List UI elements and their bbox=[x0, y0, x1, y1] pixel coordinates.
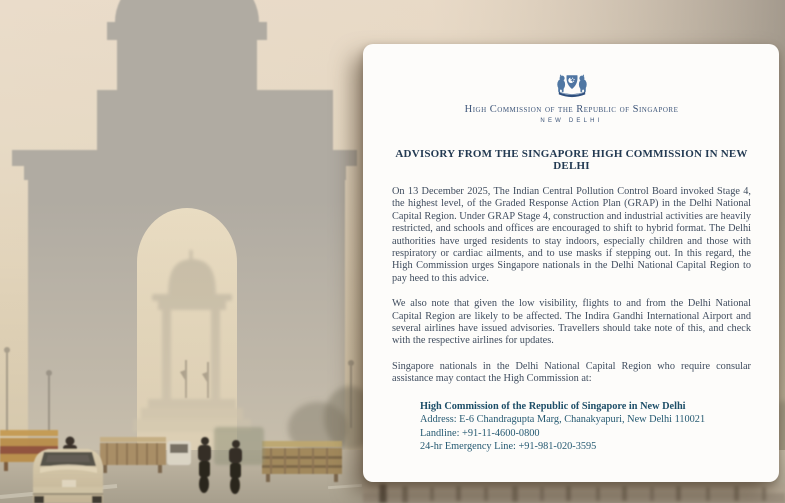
singapore-coat-of-arms-icon bbox=[554, 72, 590, 100]
bottom-haze-strip bbox=[363, 484, 785, 503]
advisory-title: ADVISORY FROM THE SINGAPORE HIGH COMMISSION IN NEW DELHI bbox=[395, 148, 748, 172]
org-name: High Commission of the Republic of Singapore bbox=[464, 104, 679, 115]
contact-landline: Landline: +91-11-4600-0800 bbox=[420, 427, 540, 439]
contact-name: High Commission of the Republic of Singapore in New Delhi bbox=[420, 400, 686, 412]
contact-address: Address: E-6 Chandragupta Marg, Chanakyapuri, New Delhi 110021 bbox=[420, 414, 706, 426]
advisory-document bbox=[363, 44, 779, 482]
contact-block bbox=[420, 400, 751, 454]
org-city: NEW DELHI bbox=[540, 118, 603, 124]
paragraph-consular: Singapore nationals in the Delhi National Capital Region who require consular assistance may contact the High Commission at: bbox=[392, 360, 751, 385]
paragraph-flights: We also note that given the low visibility, flights to and from the Delhi National Capital Region are likely to be affected. The Indira Gandhi International Airport and several airlines have issued advisories. Travellers should take note of this, and check with the respective airlines for updates. bbox=[392, 298, 751, 347]
advisory-body bbox=[392, 186, 751, 453]
paragraph-grap: On 13 December 2025, The Indian Central Pollution Control Board invoked Stage 4, the highest level, of the Graded Response Action Plan (GRAP) in the Delhi National Capital Region. Under GRAP Stage 4, construction and industrial activities are heavily restricted, and schools and offices are encouraged to shift to hybrid format. The Delhi authorities have urged residents to stay indoors, especially children and those with respiratory or cardiac ailments, and to use masks if stepping out. In this regard, the High Commission urges Singapore nationals in the Delhi National Capital Region to pay heed to this advice. bbox=[392, 186, 751, 284]
contact-emergency: 24-hr Emergency Line: +91-981-020-3595 bbox=[420, 440, 597, 452]
